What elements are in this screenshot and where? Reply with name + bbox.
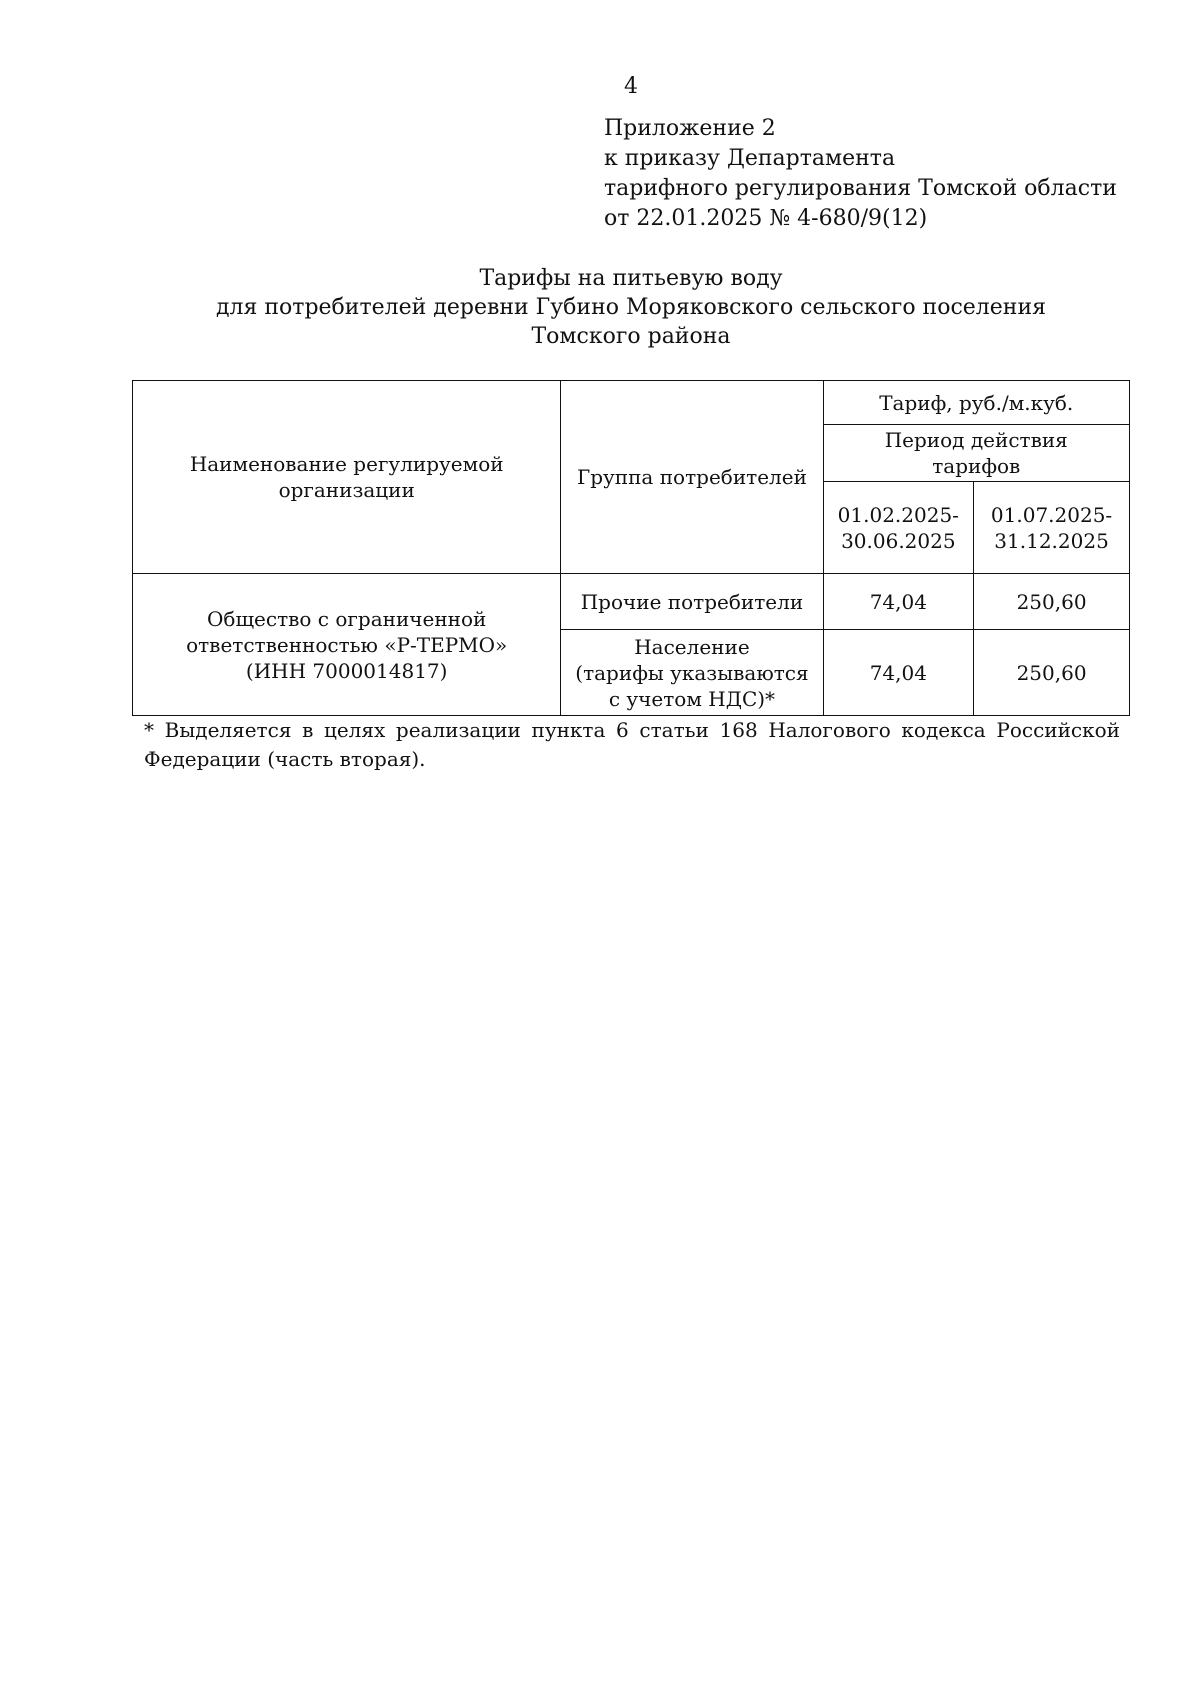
appendix-line: от 22.01.2025 № 4-680/9(12) [604,206,928,231]
title-line: Тарифы на питьевую воду [479,266,783,291]
page-number: 4 [624,74,638,99]
footnote: * Выделяется в целях реализации пункта 6 статьи 168 Налогового кодекса Российской Федерации (часть вторая). [144,718,1120,771]
tariff-value-cell: 74,04 [823,630,974,716]
consumer-group-cell: Прочие потребители [561,574,823,630]
tariff-value-cell: 74,04 [823,574,974,630]
header-period-2: 01.07.2025- 31.12.2025 [974,482,1130,574]
tariff-table [132,380,1130,716]
title-line: для потребителей деревни Губино Моряковского сельского поселения [215,295,1047,320]
appendix-line: Приложение 2 [604,116,776,141]
table-header-row [133,381,1130,425]
title-line: Томского района [531,324,731,349]
appendix-block [604,114,1117,234]
tariff-value-cell: 250,60 [974,630,1130,716]
header-period-1: 01.02.2025- 30.06.2025 [823,482,974,574]
document-title [0,264,1200,351]
appendix-line: тарифного регулирования Томской области [604,176,1117,201]
header-period: Период действия тарифов [823,425,1129,482]
header-consumer-group: Группа потребителей [561,381,823,574]
consumer-group-cell: Население (тарифы указываются с учетом НДС)* [561,630,823,716]
header-org-name: Наименование регулируемой организации [133,381,561,574]
appendix-line: к приказу Департамента [604,146,896,171]
header-tariff: Тариф, руб./м.куб. [823,381,1129,425]
organization-cell: Общество с ограниченной ответственностью «Р-ТЕРМО» (ИНН 7000014817) [133,574,561,716]
table-row [133,574,1130,630]
tariff-value-cell: 250,60 [974,574,1130,630]
